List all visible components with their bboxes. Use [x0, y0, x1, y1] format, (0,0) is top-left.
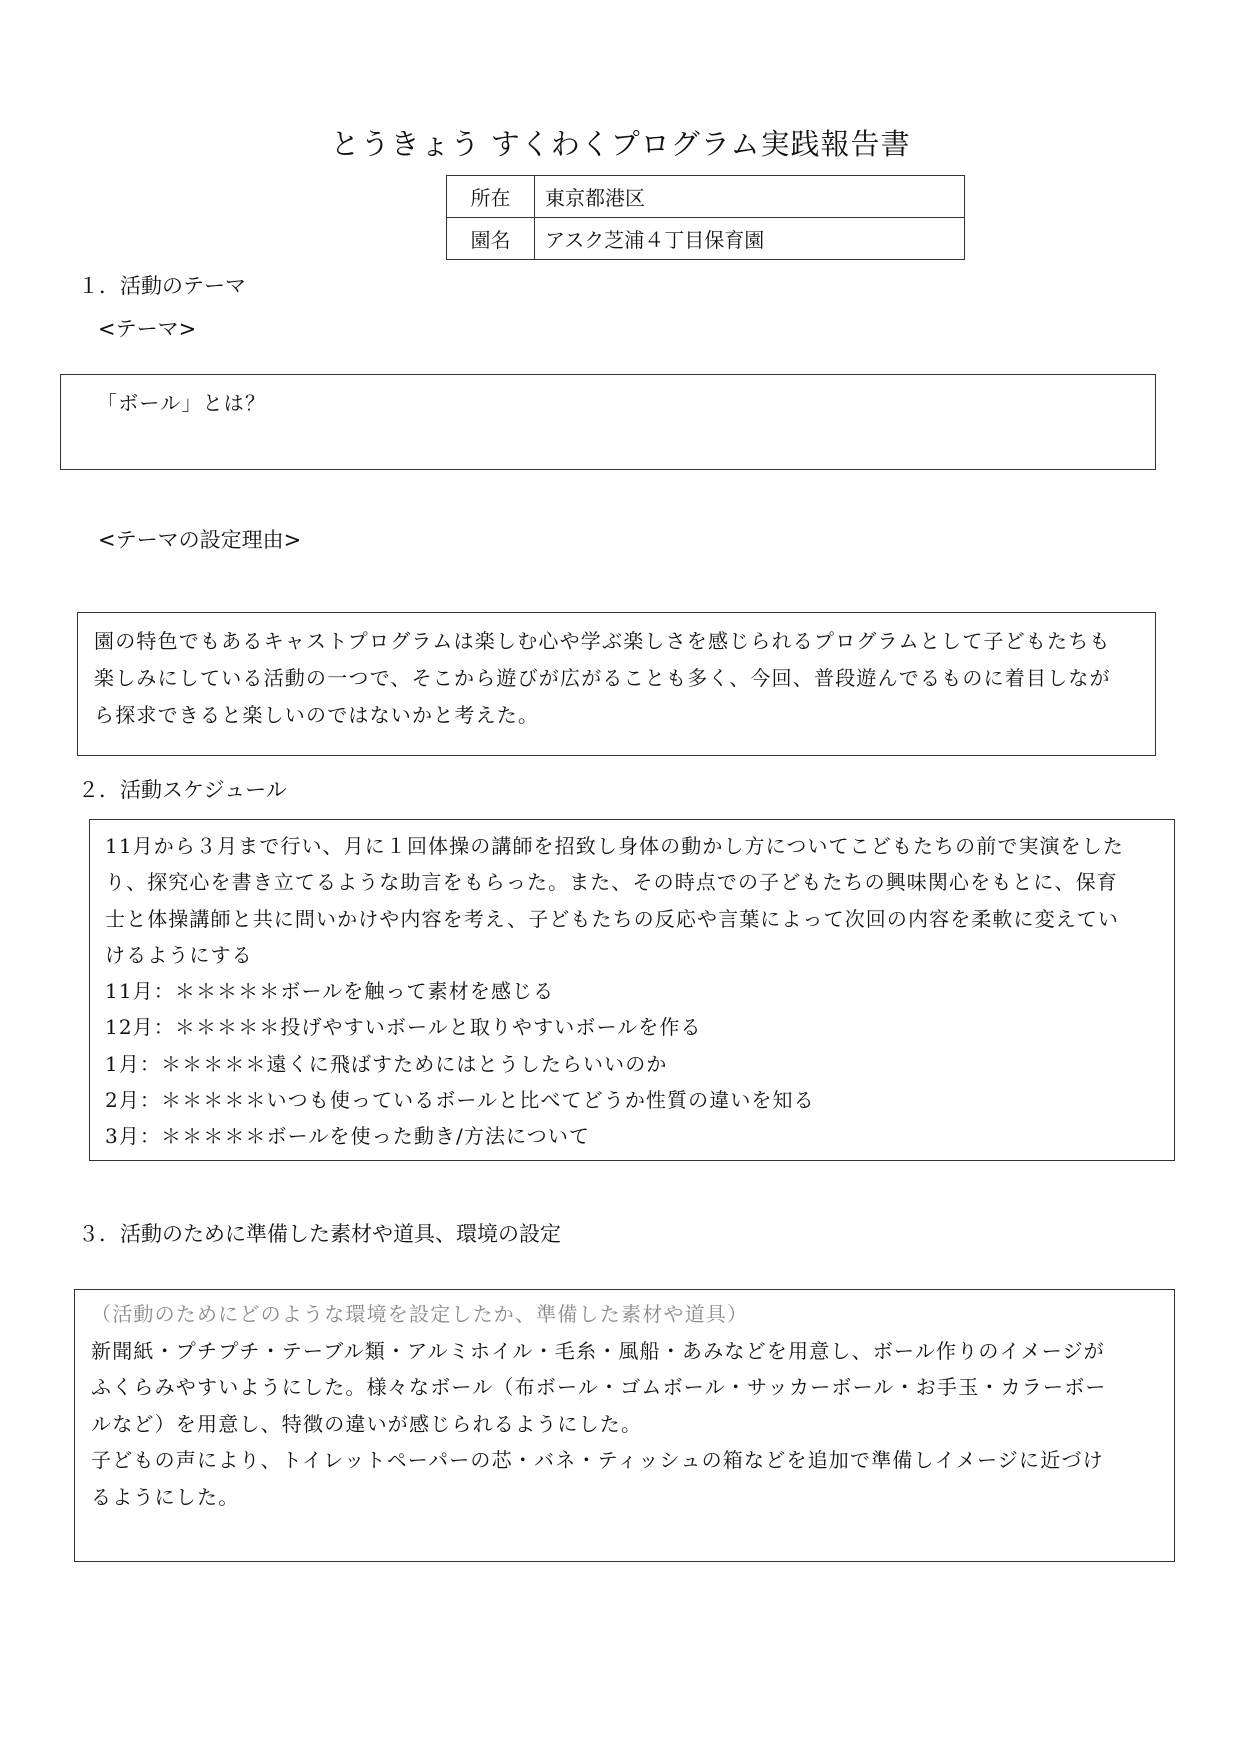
info-table: [446, 175, 965, 260]
location-label: 所在: [447, 176, 535, 218]
reason-text: [94, 623, 1111, 734]
materials-line: 新聞紙・プチプチ・テーブル類・アルミホイル・毛糸・風船・あみなどを用意し、ボール作りのイメージが: [91, 1338, 1105, 1363]
schedule-line-mar: 3月：＊＊＊＊＊ボールを使った動き/方法について: [105, 1124, 591, 1149]
reason-line: 園の特色でもあるキャストプログラムは楽しむ心や学ぶ楽しさを感じられるプログラムとして子どもたちも: [94, 629, 1111, 653]
reason-line: ら探求できると楽しいのではないかと考えた。: [94, 703, 540, 727]
materials-text: [91, 1296, 1107, 1515]
theme-label: <テーマ>: [98, 317, 197, 341]
schedule-line: 士と体操講師と共に問いかけや内容を考え、子どもたちの反応や言葉によって次回の内容を柔軟に変えてい: [105, 906, 1119, 931]
section2-heading: ２．活動スケジュール: [78, 778, 287, 802]
schedule-line: けるようにする: [105, 942, 253, 967]
theme-text: 「ボール」とは？: [97, 391, 267, 415]
materials-line: 子どもの声により、トイレットペーパーの芯・バネ・ティッシュの箱などを追加で準備しイメージに近づけ: [91, 1448, 1104, 1472]
schedule-line-dec: 12月：＊＊＊＊＊投げやすいボールと取りやすいボールを作る: [105, 1015, 702, 1040]
schedule-text: [105, 828, 1124, 1155]
schedule-line-feb: 2月：＊＊＊＊＊いつも使っているボールと比べてどうか性質の違いを知る: [105, 1088, 815, 1113]
reason-box: [77, 612, 1156, 756]
materials-line: るようにした。: [91, 1484, 240, 1509]
info-row-location: [447, 176, 965, 218]
reason-label: <テーマの設定理由>: [98, 528, 302, 552]
section3-heading: ３．活動のために準備した素材や道具、環境の設定: [78, 1222, 561, 1246]
section1-heading: １．活動のテーマ: [78, 274, 246, 298]
document-title: とうきょう すくわくプログラム実践報告書: [330, 127, 911, 161]
schedule-line-jan: 1月：＊＊＊＊＊遠くに飛ばすためにはとうしたらいいのか: [105, 1051, 668, 1076]
schedule-box: [89, 819, 1175, 1161]
school-value: アスク芝浦４丁目保育園: [535, 218, 965, 260]
schedule-line-nov: 11月：＊＊＊＊＊ボールを触って素材を感じる: [105, 979, 555, 1004]
materials-hint: （活動のためにどのような環境を設定したか、準備した素材や道具）: [91, 1302, 749, 1326]
reason-line: 楽しみにしている活動の一つで、そこから遊びが広がることも多く、今回、普段遊んでるものに着目しなが: [94, 666, 1111, 690]
theme-box: [60, 374, 1156, 470]
location-value: 東京都港区: [535, 176, 965, 218]
materials-line: ふくらみやすいようにした。様々なボール（布ボール・ゴムボール・サッカーボール・お手玉・カラーボー: [91, 1375, 1107, 1399]
school-label: 園名: [447, 218, 535, 260]
materials-box: [74, 1289, 1175, 1562]
schedule-line: り、探究心を書き立てるような助言をもらった。また、その時点での子どもたちの興味関心をもとに、保育: [105, 870, 1118, 895]
schedule-line: 11月から３月まで行い、月に１回体操の講師を招致し身体の動かし方についてこどもたちの前で実演をした: [105, 834, 1124, 858]
info-row-school: [447, 218, 965, 260]
materials-line: ルなど）を用意し、特徴の違いが感じられるようにした。: [91, 1411, 643, 1436]
